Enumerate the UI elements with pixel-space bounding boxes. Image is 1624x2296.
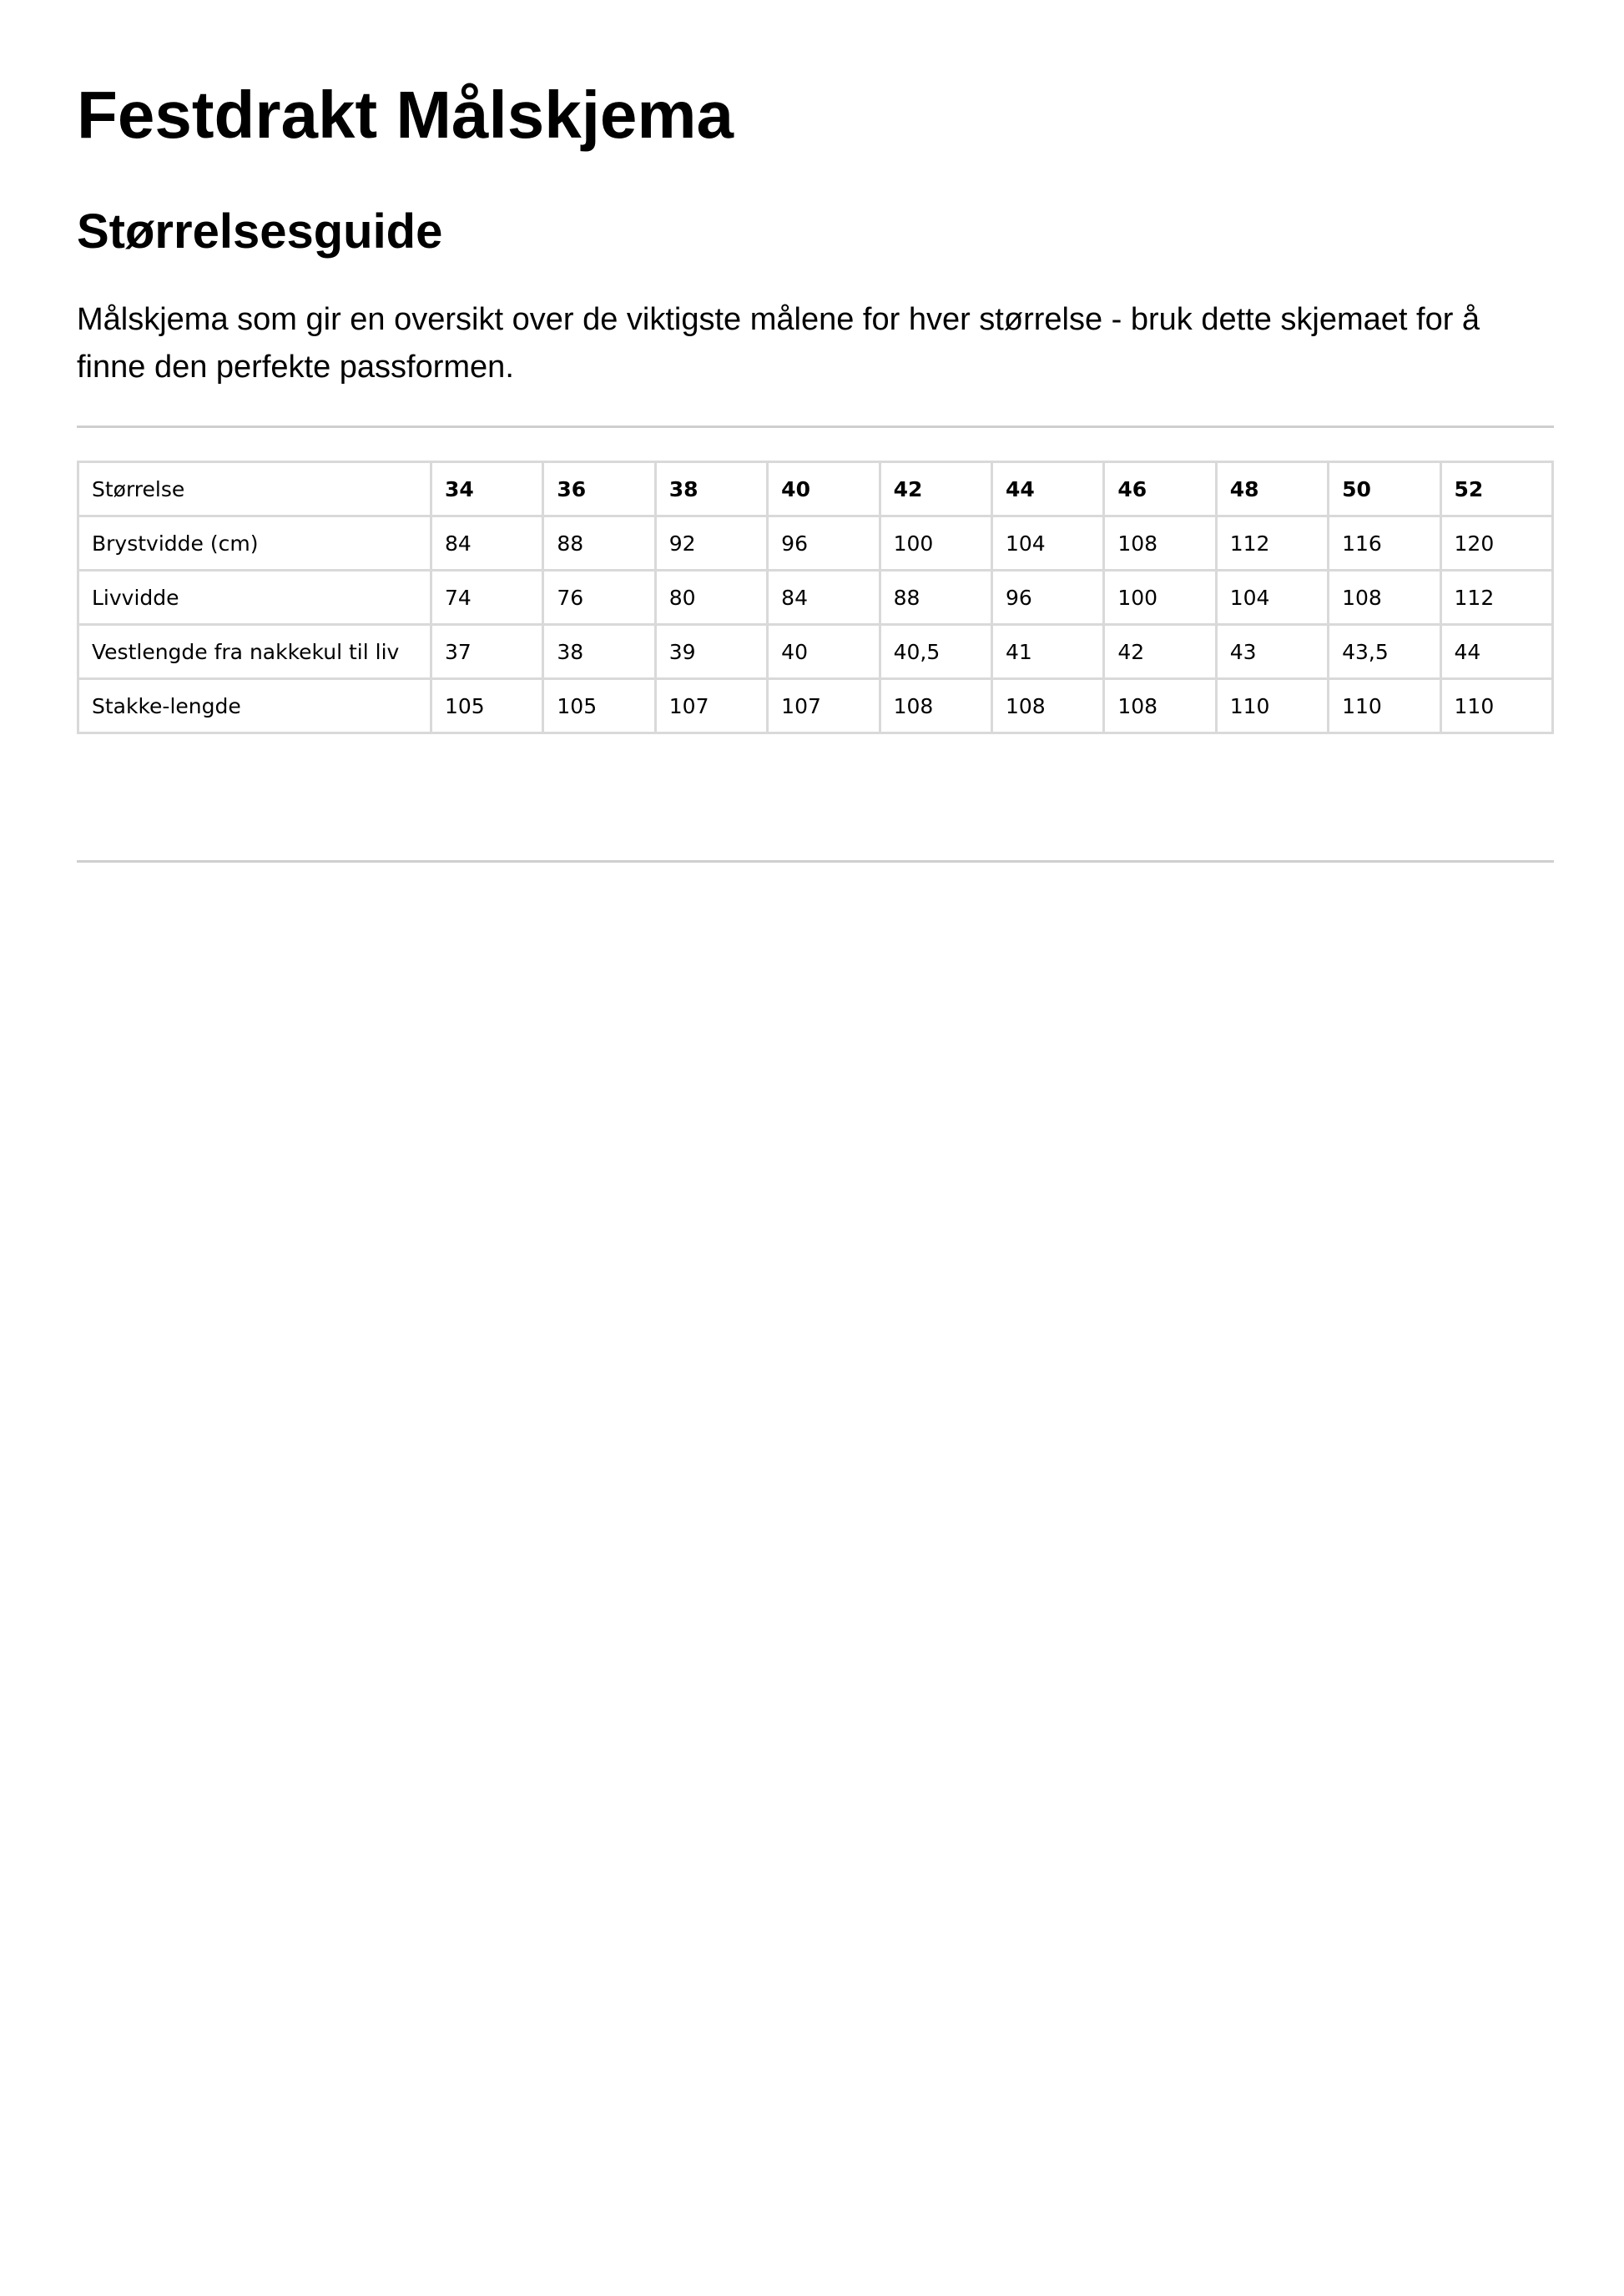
size-header-cell: 42 xyxy=(880,462,991,516)
intro-paragraph: Målskjema som gir en oversikt over de viktigste målene for hver størrelse - bruk dette skjemaet for å finne den perfekte passformen. xyxy=(77,302,1480,385)
value-cell: 105 xyxy=(543,679,655,733)
row-label-cell: Stakke-lengde xyxy=(78,679,431,733)
size-header-cell: 36 xyxy=(543,462,655,516)
table-row xyxy=(78,516,1553,571)
value-cell: 110 xyxy=(1329,679,1440,733)
value-cell: 76 xyxy=(543,571,655,625)
value-cell: 100 xyxy=(880,516,991,571)
value-cell: 43,5 xyxy=(1329,625,1440,679)
value-cell: 96 xyxy=(768,516,880,571)
value-cell: 108 xyxy=(991,679,1103,733)
value-cell: 108 xyxy=(1329,571,1440,625)
size-header-cell: 52 xyxy=(1440,462,1552,516)
table-header-row xyxy=(78,462,1553,516)
value-cell: 104 xyxy=(1216,571,1328,625)
value-cell: 108 xyxy=(880,679,991,733)
table-row xyxy=(78,625,1553,679)
value-cell: 112 xyxy=(1440,571,1552,625)
value-cell: 108 xyxy=(1104,516,1216,571)
value-cell: 40,5 xyxy=(880,625,991,679)
value-cell: 88 xyxy=(880,571,991,625)
value-cell: 37 xyxy=(431,625,543,679)
size-header-cell: 50 xyxy=(1329,462,1440,516)
size-table xyxy=(77,461,1554,734)
value-cell: 38 xyxy=(543,625,655,679)
value-cell: 100 xyxy=(1104,571,1216,625)
value-cell: 42 xyxy=(1104,625,1216,679)
row-label-cell: Vestlengde fra nakkekul til liv xyxy=(78,625,431,679)
value-cell: 110 xyxy=(1440,679,1552,733)
value-cell: 107 xyxy=(768,679,880,733)
value-cell: 44 xyxy=(1440,625,1552,679)
value-cell: 88 xyxy=(543,516,655,571)
section-heading: Størrelsesguide xyxy=(77,204,443,259)
size-header-cell: 46 xyxy=(1104,462,1216,516)
value-cell: 110 xyxy=(1216,679,1328,733)
value-cell: 96 xyxy=(991,571,1103,625)
size-header-cell: 34 xyxy=(431,462,543,516)
value-cell: 107 xyxy=(655,679,767,733)
value-cell: 84 xyxy=(431,516,543,571)
value-cell: 108 xyxy=(1104,679,1216,733)
value-cell: 120 xyxy=(1440,516,1552,571)
value-cell: 84 xyxy=(768,571,880,625)
value-cell: 39 xyxy=(655,625,767,679)
value-cell: 74 xyxy=(431,571,543,625)
header-label-cell: Størrelse xyxy=(78,462,431,516)
divider-top xyxy=(77,425,1554,428)
value-cell: 80 xyxy=(655,571,767,625)
value-cell: 105 xyxy=(431,679,543,733)
value-cell: 116 xyxy=(1329,516,1440,571)
value-cell: 112 xyxy=(1216,516,1328,571)
size-header-cell: 48 xyxy=(1216,462,1328,516)
row-label-cell: Livvidde xyxy=(78,571,431,625)
value-cell: 104 xyxy=(991,516,1103,571)
size-header-cell: 44 xyxy=(991,462,1103,516)
value-cell: 92 xyxy=(655,516,767,571)
table-row xyxy=(78,571,1553,625)
value-cell: 40 xyxy=(768,625,880,679)
size-header-cell: 40 xyxy=(768,462,880,516)
value-cell: 41 xyxy=(991,625,1103,679)
table-row xyxy=(78,679,1553,733)
divider-bottom xyxy=(77,860,1554,863)
value-cell: 43 xyxy=(1216,625,1328,679)
row-label-cell: Brystvidde (cm) xyxy=(78,516,431,571)
page-title: Festdrakt Målskjema xyxy=(77,78,734,152)
size-header-cell: 38 xyxy=(655,462,767,516)
